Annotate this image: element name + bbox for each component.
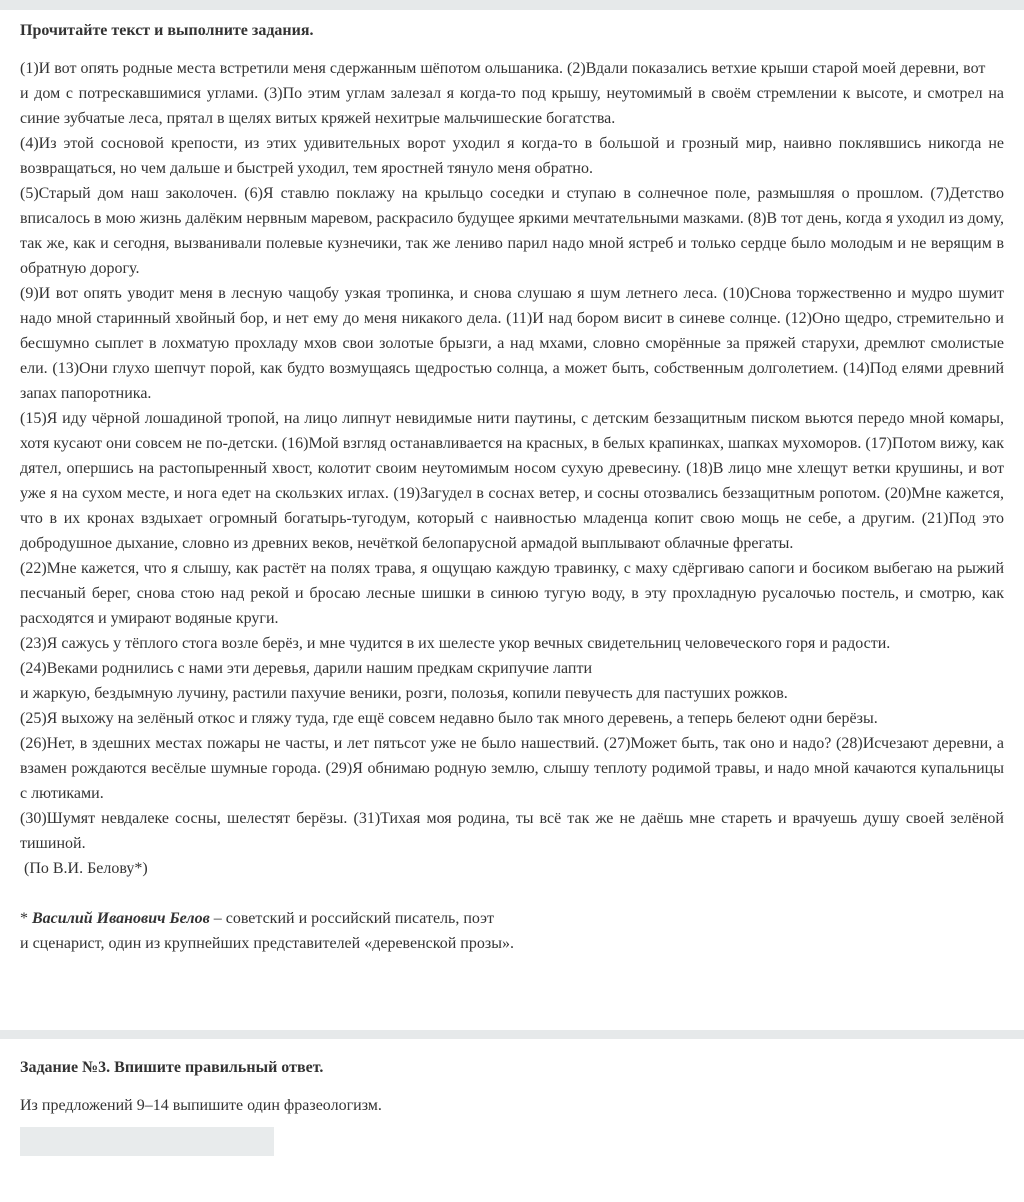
source-attribution: (По В.И. Белову*)	[24, 860, 148, 877]
passage-paragraph: (22)Мне кажется, что я слышу, как растёт на полях трава, я ощущаю каждую травинку, с маху сдёргиваю сапоги и босиком выбегаю на рыжий песчаный берег, снова стою над рекой и бросаю лесные шишки в синюю тугую воду, в эту прохладную русалочью постель, и смотрю, как расходятся и умирают водяные круги.	[20, 560, 1004, 627]
section-divider	[0, 1030, 1024, 1039]
footnote-mark: *	[20, 910, 28, 927]
passage-paragraph: (24)Веками роднились с нами эти деревья, дарили нашим предкам скрипучие лапти	[20, 660, 593, 677]
passage-paragraph: (25)Я выхожу на зелёный откос и гляжу туда, где ещё совсем недавно было так много деревень, а теперь белеют одни берёзы.	[20, 710, 878, 727]
passage-paragraph: (26)Нет, в здешних местах пожары не часты, и лет пятьсот уже не было нашествий. (27)Может быть, так оно и надо? (28)Исчезают деревни, а взамен рождаются весёлые шумные города. (29)Я обнимаю родную землю, слышу теплоту родимой травы, и надо мной качаются купальницы с лютиками.	[20, 735, 1004, 802]
passage-paragraph: (9)И вот опять уводит меня в лесную чащобу узкая тропинка, и снова слушаю я шум летнего леса. (10)Снова торжественно и мудро шумит надо мной старинный хвойный бор, и нет ему до меня никакого дела. (11)И над бором висит в синеве солнце. (12)Оно щедро, стремительно и бесшумно сыплет в лохматую прохладу мхов свои золотые брызги, а над мхами, словно сморённые за пряжей старухи, дремлют смолистые ели. (13)Они глухо шепчут порой, как будто возмущаясь щедростью солнца, а может быть, собственным долголетием. (14)Под елями древний запах папоротника.	[20, 285, 1004, 402]
task-heading: Задание №3. Впишите правильный ответ.	[20, 1059, 324, 1076]
passage-paragraph: (30)Шумят невдалеке сосны, шелестят берёзы. (31)Тихая моя родина, ты всё так же не даёшь мне стареть и врачуешь душу своей зелёной тишиной.	[20, 810, 1004, 852]
author-footnote	[20, 906, 1004, 956]
passage-paragraph: (23)Я сажусь у тёплого стога возле берёз, и мне чудится в их шелесте укор вечных свидетельниц человеческого горя и радости.	[20, 635, 891, 652]
answer-input[interactable]	[20, 1127, 274, 1156]
passage	[20, 56, 1004, 856]
instructions-heading: Прочитайте текст и выполните задания.	[20, 22, 314, 39]
passage-paragraph: (4)Из этой сосновой крепости, из этих удивительных ворот уходил я когда-то в большой и грозный мир, наивно поклявшись никогда не возвращаться, но чем дальше и быстрей уходил, тем яростней тянуло меня обратно.	[20, 135, 1004, 177]
passage-paragraph: (15)Я иду чёрной лошадиной тропой, на лицо липнут невидимые нити паутины, с детским беззащитным писком вьются передо мной комары, хотя кусают они совсем не по-детски. (16)Мой взгляд останавливается на красных, в белых крапинках, шапках мухоморов. (17)Потом вижу, как дятел, опершись на растопыренный хвост, колотит своим неутомимым носом сухую древесину. (18)В лицо мне хлещут ветки крушины, и вот уже я на сухом месте, и нога едет на скользких иглах. (19)Загудел в соснах ветер, и сосны отозвались беззащитным ропотом. (20)Мне кажется, что в их кронах вздыхает огромный богатырь-тугодум, который с наивностью младенца копит свою мощь не себе, а другим. (21)Под это добродушное дыхание, словно из древних веков, нечёткой белопарусной армадой выплывают облачные фрегаты.	[20, 410, 1004, 552]
footnote-line1: – советский и российский писатель, поэт	[209, 910, 494, 927]
task-question: Из предложений 9–14 выпишите один фразеологизм.	[20, 1097, 382, 1114]
top-divider	[0, 0, 1024, 10]
passage-paragraph: (1)И вот опять родные места встретили меня сдержанным шёпотом ольшаника. (2)Вдали показались ветхие крыши старой моей деревни, вот	[20, 60, 986, 77]
passage-paragraph: (5)Старый дом наш заколочен. (6)Я ставлю поклажу на крыльцо соседки и ступаю в солнечное поле, размышляя о прошлом. (7)Детство вписалось в мою жизнь далёким нервным маревом, раскрасило будущее яркими мечтательными мазками. (8)В тот день, когда я уходил из дому, так же, как и сегодня, вызванивали полевые кузнечики, так же лениво парил надо мной ястреб и только сердце было молодым и не верящим в обратную дорогу.	[20, 185, 1004, 277]
passage-paragraph: и жаркую, бездымную лучину, растили пахучие веники, розги, полозья, копили певучесть для пастуших рожков.	[20, 685, 788, 702]
footnote-author: Василий Иванович Белов	[32, 910, 210, 927]
footnote-line2: и сценарист, один из крупнейших представителей «деревенской прозы».	[20, 935, 514, 952]
passage-paragraph: и дом с потрескавшимися углами. (3)По этим углам залезал я когда-то под крышу, неутомимый в своём стремлении к высоте, и смотрел на синие зубчатые леса, прятал в щелях витых кряжей нехитрые мальчишеские богатства.	[20, 85, 1004, 127]
reading-text	[20, 18, 1004, 956]
